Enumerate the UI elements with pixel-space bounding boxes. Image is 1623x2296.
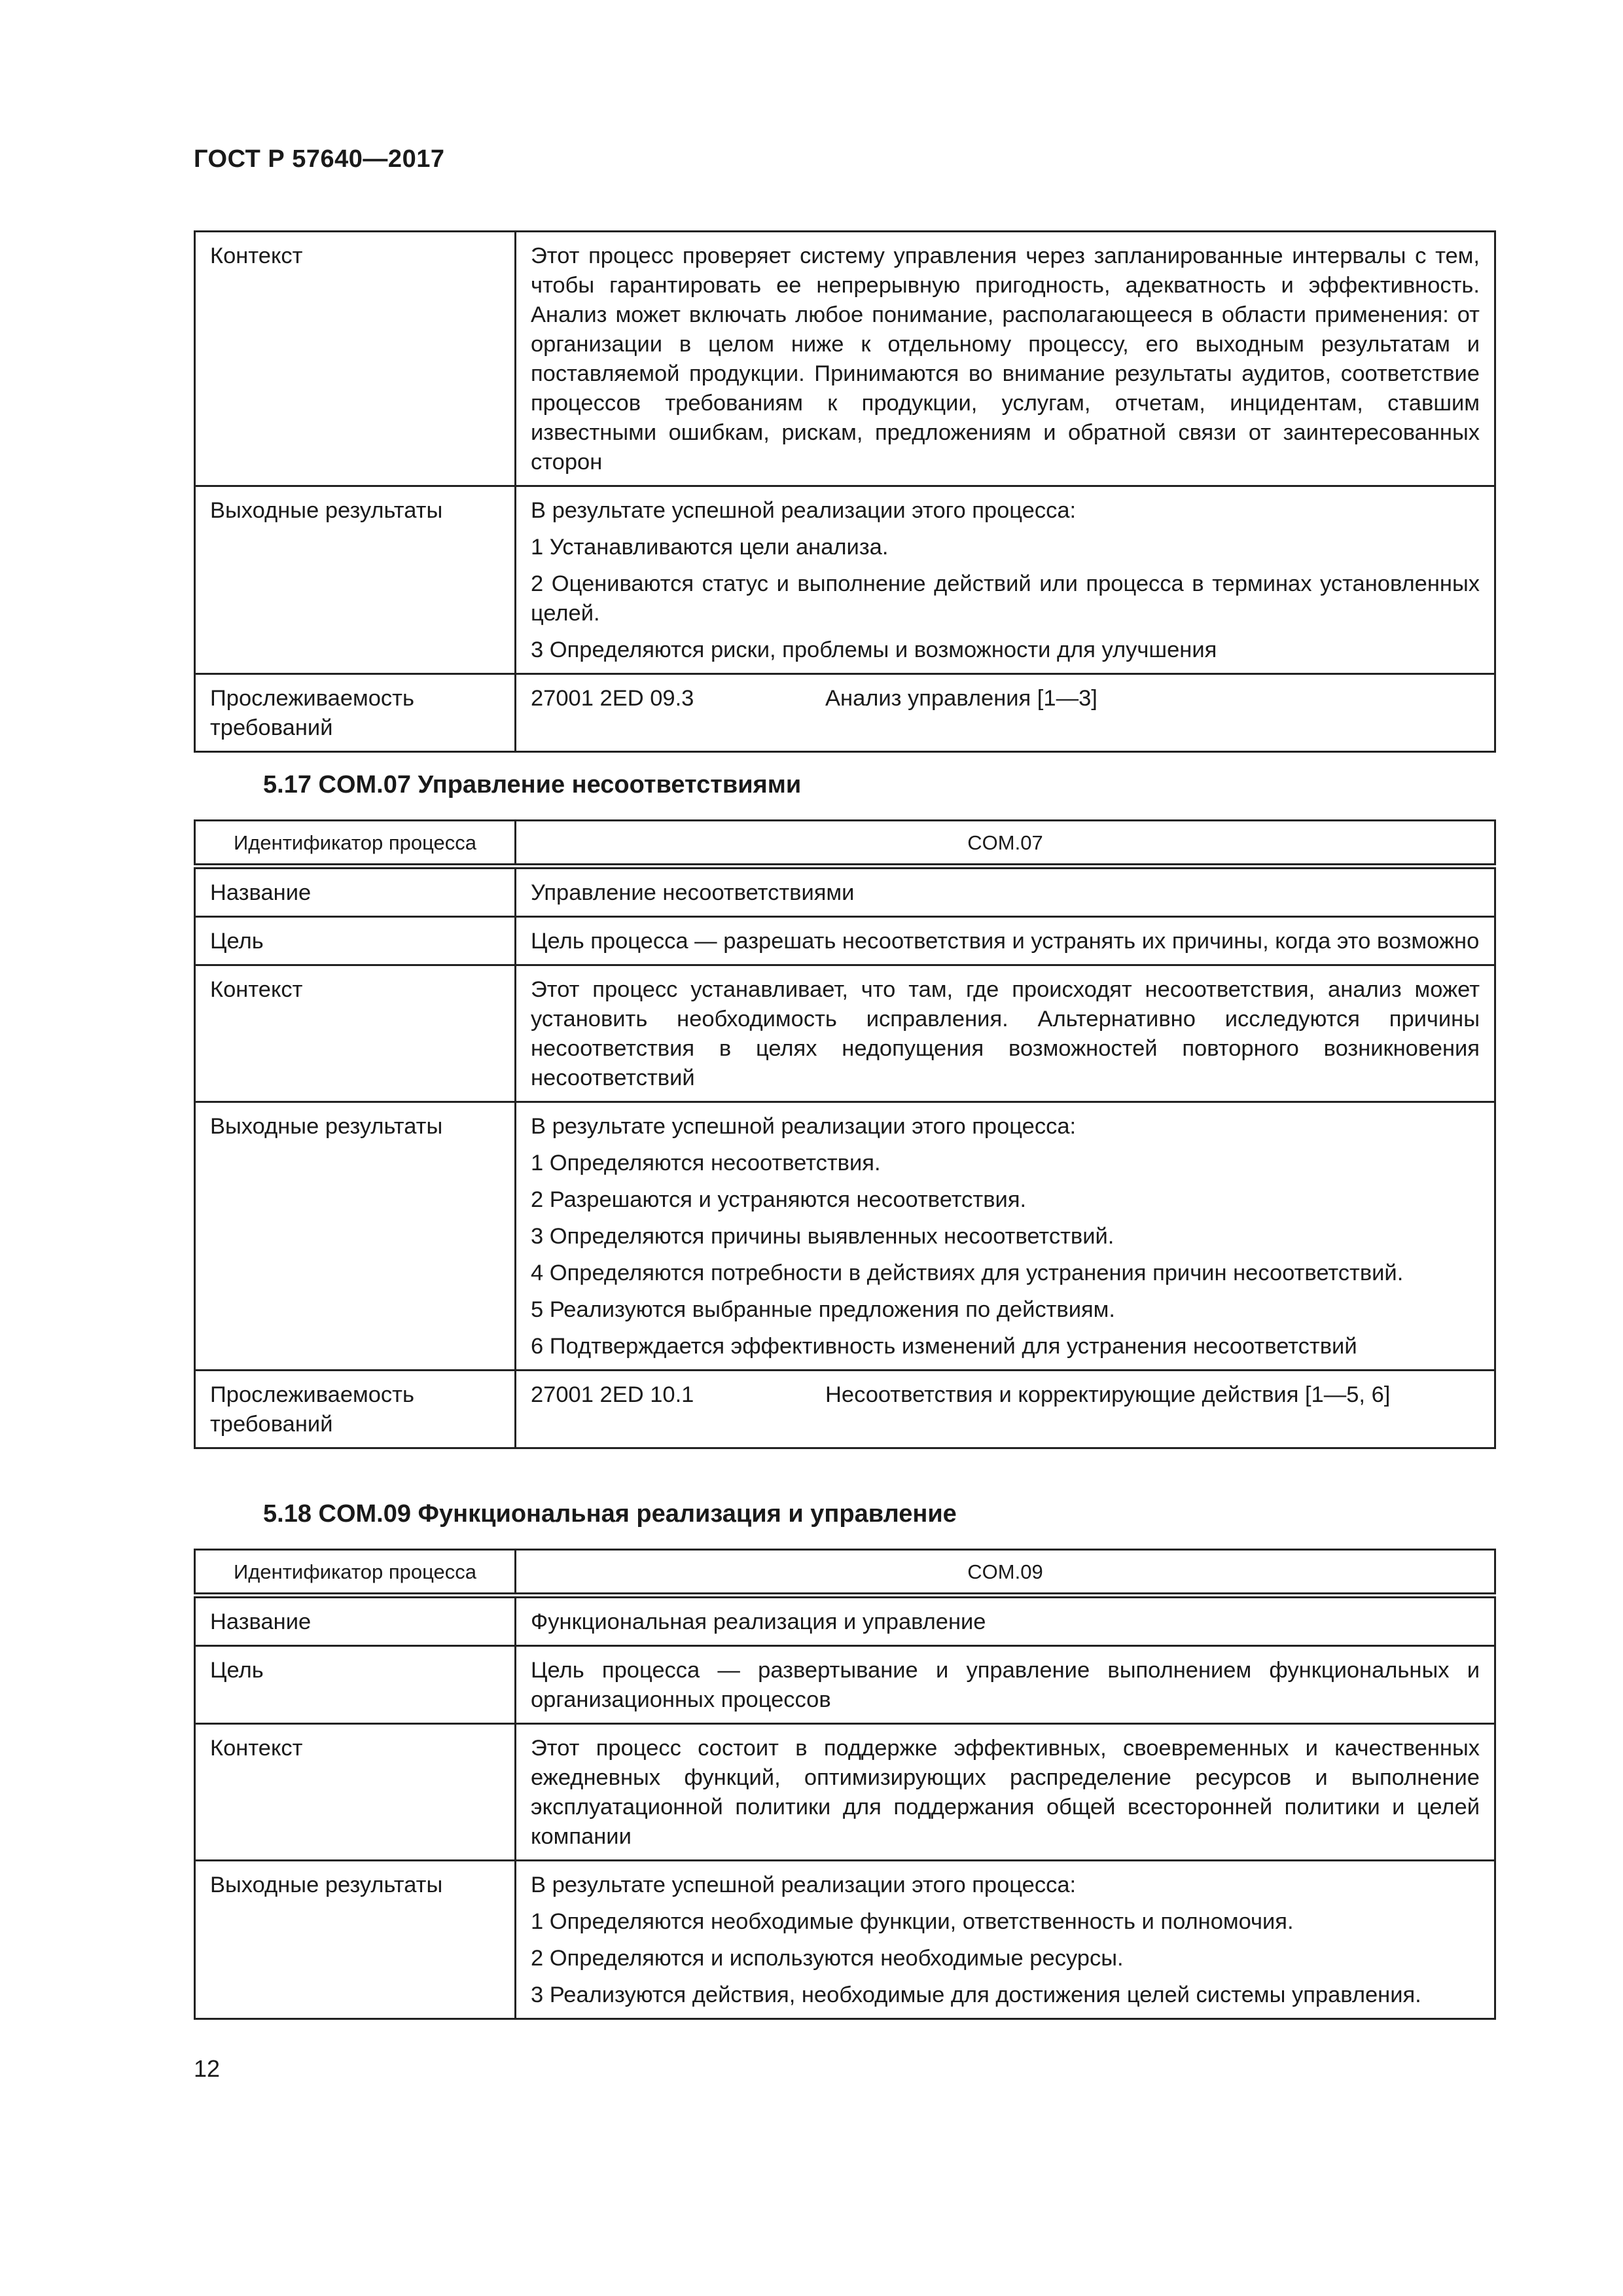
process-table-continued <box>194 230 1496 753</box>
list-item: В результате успешной реализации этого процесса: <box>531 1114 1077 1139</box>
table-row-outputs <box>195 1102 1495 1371</box>
context-text: Этот процесс устанавливает, что там, где происходят несоответствия, анализ может установить необходимость исправления. Альтернативно исследуются причины несоответствия в целях недопущения возможностей повторного возникновения несоответствий <box>516 965 1495 1102</box>
table-row-context <box>195 1724 1495 1861</box>
table-row-id <box>195 1550 1495 1596</box>
list-item: 2 Разрешаются и устраняются несоответствия. <box>531 1187 1027 1212</box>
process-id-value: COM.07 <box>516 821 1495 867</box>
outputs-list <box>516 1861 1495 2019</box>
context-text: Этот процесс состоит в поддержке эффективных, своевременных и качественных ежедневных функций, оптимизирующих распределение ресурсов и выполнение эксплуатационной политики для поддержания общей всесторонней политики и целей компании <box>516 1724 1495 1861</box>
process-id-label: Идентификатор процесса <box>195 1550 516 1596</box>
table-row-context <box>195 232 1495 486</box>
context-label: Контекст <box>195 1724 516 1861</box>
trace-code: 27001 2ED 10.1 <box>531 1382 694 1407</box>
list-item: 2 Определяются и используются необходимые ресурсы. <box>531 1946 1124 1971</box>
list-item: 6 Подтверждается эффективность изменений для устранения несоответствий <box>531 1334 1357 1359</box>
outputs-list <box>516 1102 1495 1371</box>
context-label: Контекст <box>195 232 516 486</box>
trace-text: Анализ управления [1—3] <box>825 686 1097 711</box>
outputs-label: Выходные результаты <box>195 1102 516 1371</box>
context-label: Контекст <box>195 965 516 1102</box>
list-item: 1 Определяются необходимые функции, ответственность и полномочия. <box>531 1909 1294 1934</box>
list-item: 3 Определяются риски, проблемы и возможности для улучшения <box>531 637 1217 662</box>
traceability-value <box>516 1371 1495 1448</box>
list-item: 5 Реализуются выбранные предложения по действиям. <box>531 1297 1115 1322</box>
list-item: В результате успешной реализации этого процесса: <box>531 1873 1077 1897</box>
list-item: 1 Устанавливаются цели анализа. <box>531 535 889 560</box>
traceability-label: Прослеживаемость требований <box>195 674 516 752</box>
goal-label: Цель <box>195 1646 516 1724</box>
goal-value: Цель процесса — развертывание и управление выполнением функциональных и организационных процессов <box>516 1646 1495 1724</box>
name-value: Функциональная реализация и управление <box>516 1596 1495 1646</box>
table-row-name <box>195 1596 1495 1646</box>
list-item: 3 Определяются причины выявленных несоответствий. <box>531 1224 1115 1249</box>
process-table-com09 <box>194 1549 1496 2020</box>
page-number: 12 <box>194 2055 221 2082</box>
table-row-goal <box>195 1646 1495 1724</box>
outputs-label: Выходные результаты <box>195 486 516 674</box>
table-row-traceability <box>195 674 1495 752</box>
list-item: 4 Определяются потребности в действиях для устранения причин несоответствий. <box>531 1261 1404 1285</box>
table-row-goal <box>195 917 1495 965</box>
table-row-context <box>195 965 1495 1102</box>
process-id-label: Идентификатор процесса <box>195 821 516 867</box>
table-row-outputs <box>195 486 1495 674</box>
trace-code: 27001 2ED 09.3 <box>531 686 694 711</box>
document-header: ГОСТ Р 57640—2017 <box>194 145 445 173</box>
table-continuation <box>194 230 1496 753</box>
context-text: Этот процесс проверяет систему управления через запланированные интервалы с тем, чтобы гарантировать ее непрерывную пригодность, адекватность и эффективность. Анализ может включать любое понимание, располагающееся в области применения: от организации в целом ниже к отдельному процессу, его выходным результатам и поставляемой продукции. Принимаются во внимание результаты аудитов, соответствие процессов требованиям к продукции, услугам, отчетам, инцидентам, ставшим известными ошибкам, рискам, предложениям и обратной связи от заинтересованных сторон <box>516 232 1495 486</box>
list-item: 1 Определяются несоответствия. <box>531 1151 881 1175</box>
list-item: 3 Реализуются действия, необходимые для достижения целей системы управления. <box>531 1982 1421 2007</box>
list-item: В результате успешной реализации этого процесса: <box>531 498 1077 523</box>
table-row-traceability <box>195 1371 1495 1448</box>
traceability-label: Прослеживаемость требований <box>195 1371 516 1448</box>
section-title-5-17: 5.17 COM.07 Управление несоответствиями <box>263 771 802 798</box>
name-label: Название <box>195 1596 516 1646</box>
section-title-5-18: 5.18 COM.09 Функциональная реализация и управление <box>263 1500 957 1528</box>
name-label: Название <box>195 867 516 917</box>
table-row-outputs <box>195 1861 1495 2019</box>
table-row-id <box>195 821 1495 867</box>
section-5-17-table-block <box>194 819 1496 1449</box>
outputs-list <box>516 486 1495 674</box>
name-value: Управление несоответствиями <box>516 867 1495 917</box>
section-5-18-table-block <box>194 1549 1496 2020</box>
goal-label: Цель <box>195 917 516 965</box>
table-row-name <box>195 867 1495 917</box>
goal-value: Цель процесса — разрешать несоответствия и устранять их причины, когда это возможно <box>516 917 1495 965</box>
process-id-value: COM.09 <box>516 1550 1495 1596</box>
trace-text: Несоответствия и корректирующие действия [1—5, 6] <box>825 1382 1391 1407</box>
list-item: 2 Оцениваются статус и выполнение действий или процесса в терминах установленных целей. <box>531 571 1480 626</box>
outputs-label: Выходные результаты <box>195 1861 516 2019</box>
process-table-com07 <box>194 819 1496 1449</box>
traceability-value <box>516 674 1495 752</box>
